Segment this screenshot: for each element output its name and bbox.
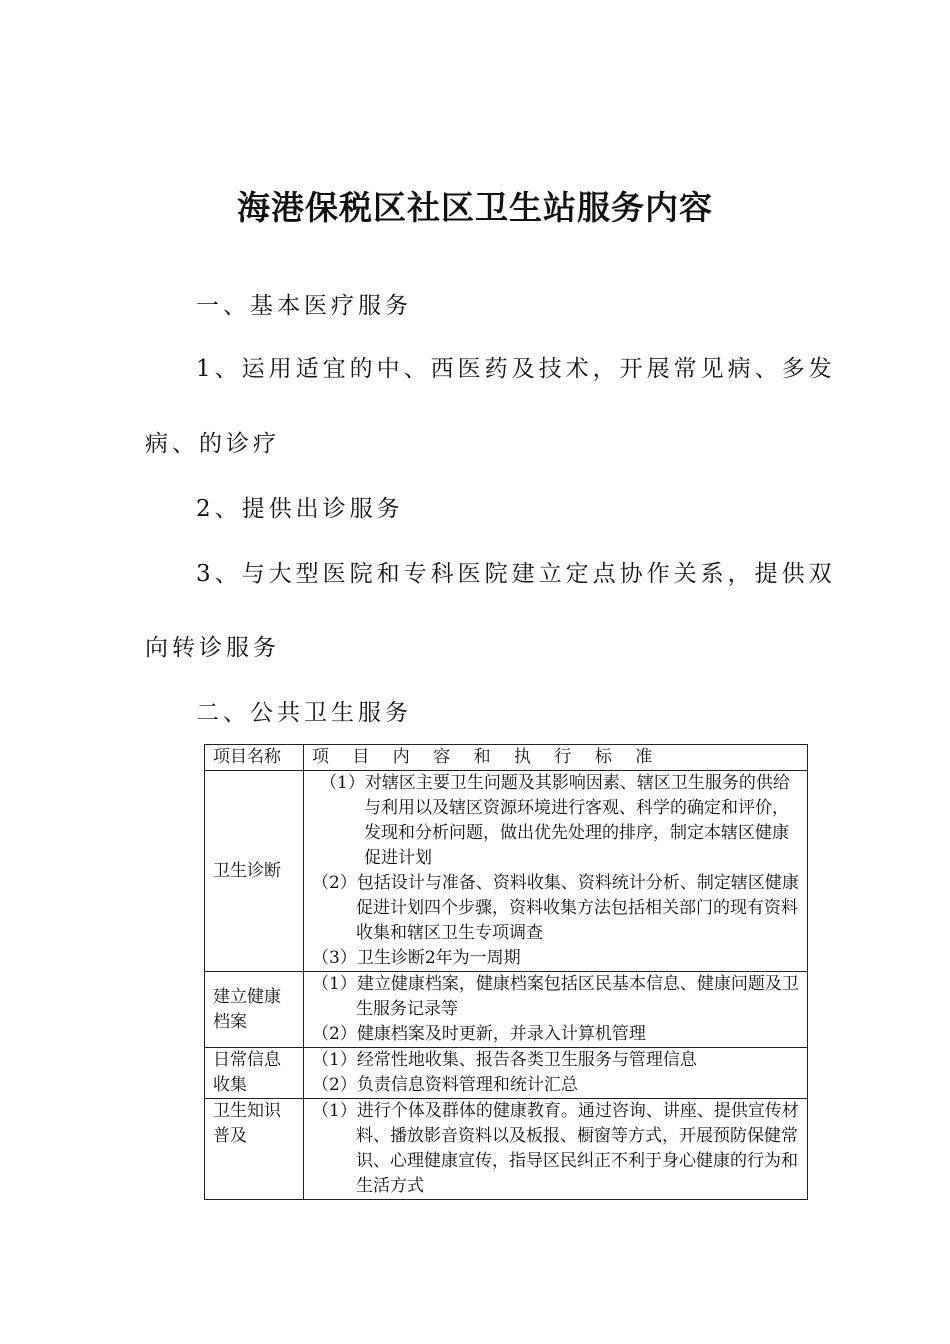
row-name-cell: 日常信息收集 [205, 1048, 304, 1099]
list-item: （2）健康档案及时更新，并录入计算机管理 [312, 1024, 646, 1044]
table-header-cell: 项 目 内 容 和 执 行 标 准 [304, 745, 808, 771]
table-row [205, 1099, 808, 1200]
table-row [205, 771, 808, 972]
list-item: （1）对辖区主要卫生问题及其影响因素、辖区卫生服务的供给与利用以及辖区资源环境进行客观、科学的确定和评价，发现和分析问题，做出优先处理的排序，制定本辖区健康促进计划 [320, 773, 790, 868]
row-name-cell: 卫生知识普及 [205, 1099, 304, 1200]
row-name-cell: 卫生诊断 [205, 771, 304, 972]
paragraph-2: 2、提供出诊服务 [196, 496, 404, 522]
table-row [205, 972, 808, 1048]
table-header-cell: 项目名称 [205, 745, 304, 771]
list-item: （2）负责信息资料管理和统计汇总 [312, 1075, 578, 1095]
list-item: （1）经常性地收集、报告各类卫生服务与管理信息 [312, 1050, 697, 1070]
list-item: （1）建立健康档案，健康档案包括区民基本信息、健康问题及卫生服务记录等 [312, 974, 799, 1019]
paragraph-1-line-2: 病、的诊疗 [145, 431, 280, 457]
table-row [205, 1048, 808, 1099]
table-header-row [205, 745, 808, 771]
list-item: （1）进行个体及群体的健康教育。通过咨询、讲座、提供宣传材料、播放影音资料以及板报、橱窗等方式，开展预防保健常识、心理健康宣传，指导区民纠正不利于身心健康的行为和生活方式 [312, 1101, 799, 1196]
list-item: （3）卫生诊断2年为一周期 [312, 948, 521, 968]
paragraph-3-line-2: 向转诊服务 [145, 635, 280, 661]
section-heading-basic-medical: 一、基本医疗服务 [196, 293, 412, 319]
row-content-cell [304, 972, 808, 1048]
page-title: 海港保税区社区卫生站服务内容 [237, 188, 713, 227]
row-content-cell [304, 1099, 808, 1200]
list-item: （2）包括设计与准备、资料收集、资料统计分析、制定辖区健康促进计划四个步骤，资料收集方法包括相关部门的现有资料收集和辖区卫生专项调查 [312, 873, 799, 943]
public-health-services-table [204, 744, 808, 1200]
row-name-cell: 建立健康档案 [205, 972, 304, 1048]
section-heading-public-health: 二、公共卫生服务 [196, 700, 412, 726]
paragraph-3-line-1: 3、与大型医院和专科医院建立定点协作关系，提供双 [196, 561, 836, 587]
paragraph-1-line-1: 1、运用适宜的中、西医药及技术，开展常见病、多发 [196, 356, 836, 382]
row-content-cell [304, 1048, 808, 1099]
row-content-cell [304, 771, 808, 972]
